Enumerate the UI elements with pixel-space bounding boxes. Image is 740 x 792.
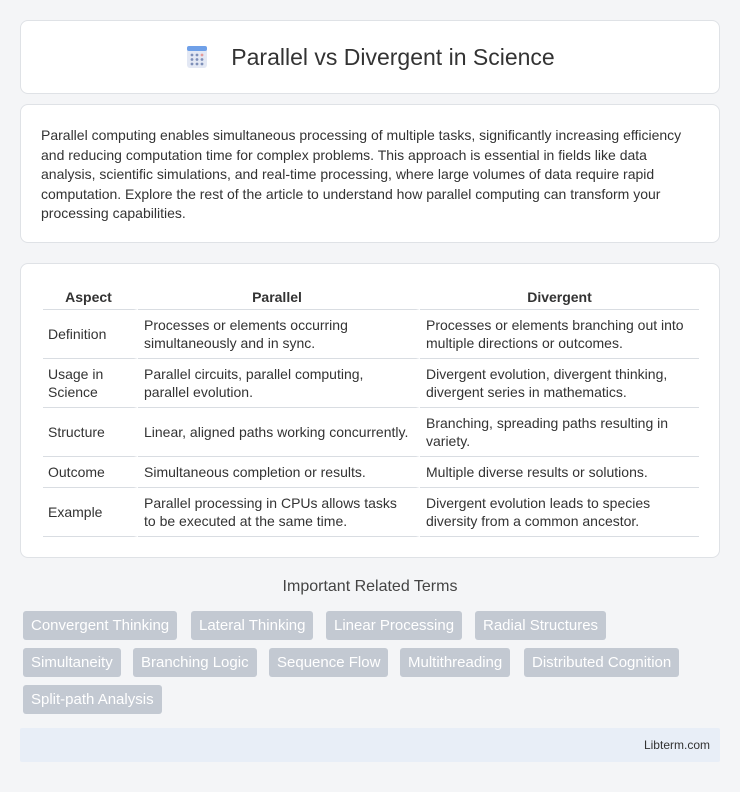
tag-lateral-thinking[interactable]: Lateral Thinking — [191, 611, 313, 640]
cell-aspect: Structure — [43, 408, 138, 457]
tag-distributed-cognition[interactable]: Distributed Cognition — [524, 648, 679, 677]
cell-divergent: Divergent evolution leads to species diversity from a common ancestor. — [420, 488, 699, 537]
cell-parallel: Parallel circuits, parallel computing, parallel evolution. — [138, 359, 420, 408]
tag-simultaneity[interactable]: Simultaneity — [23, 648, 121, 677]
tag-split-path-analysis[interactable]: Split-path Analysis — [23, 685, 162, 714]
comparison-table-card — [20, 263, 720, 558]
cell-parallel: Parallel processing in CPUs allows tasks to be executed at the same time. — [138, 488, 420, 537]
page-title: Parallel vs Divergent in Science — [231, 43, 555, 70]
tag-convergent-thinking[interactable]: Convergent Thinking — [23, 611, 177, 640]
table-row — [43, 408, 699, 457]
table-row — [43, 359, 699, 408]
tag-multithreading[interactable]: Multithreading — [400, 648, 510, 677]
table-row — [43, 488, 699, 537]
table-header-row — [43, 282, 699, 310]
cell-divergent: Processes or elements branching out into multiple directions or outcomes. — [420, 310, 699, 359]
tag-linear-processing[interactable]: Linear Processing — [326, 611, 462, 640]
header-card — [20, 20, 720, 94]
header-parallel: Parallel — [138, 282, 420, 310]
cell-parallel: Processes or elements occurring simultaneously and in sync. — [138, 310, 420, 359]
table-row — [43, 457, 699, 488]
header-divergent: Divergent — [420, 282, 699, 310]
intro-text: Parallel computing enables simultaneous processing of multiple tasks, significantly increasing efficiency and reducing computation time for complex problems. This approach is essential in fields like data analysis, scientific simulations, and real-time processing, where large volumes of data require rapid computation. Explore the rest of the article to understand how parallel computing can transform your processing capabilities. — [41, 127, 682, 222]
tag-branching-logic[interactable]: Branching Logic — [133, 648, 257, 677]
related-terms-title: Important Related Terms — [282, 578, 458, 595]
footer — [20, 728, 720, 762]
cell-divergent: Divergent evolution, divergent thinking, divergent series in mathematics. — [420, 359, 699, 408]
cell-aspect: Example — [43, 488, 138, 537]
cell-parallel: Linear, aligned paths working concurrently. — [138, 408, 420, 457]
intro-card — [20, 104, 720, 243]
document-grid-icon — [185, 45, 209, 69]
cell-divergent: Branching, spreading paths resulting in variety. — [420, 408, 699, 457]
tag-radial-structures[interactable]: Radial Structures — [475, 611, 606, 640]
cell-parallel: Simultaneous completion or results. — [138, 457, 420, 488]
header-aspect: Aspect — [43, 282, 138, 310]
cell-aspect: Usage in Science — [43, 359, 138, 408]
footer-site-link[interactable]: Libterm.com — [643, 738, 710, 752]
tag-sequence-flow[interactable]: Sequence Flow — [269, 648, 388, 677]
cell-divergent: Multiple diverse results or solutions. — [420, 457, 699, 488]
cell-aspect: Outcome — [43, 457, 138, 488]
comparison-table — [43, 282, 699, 537]
table-row — [43, 310, 699, 359]
cell-aspect: Definition — [43, 310, 138, 359]
